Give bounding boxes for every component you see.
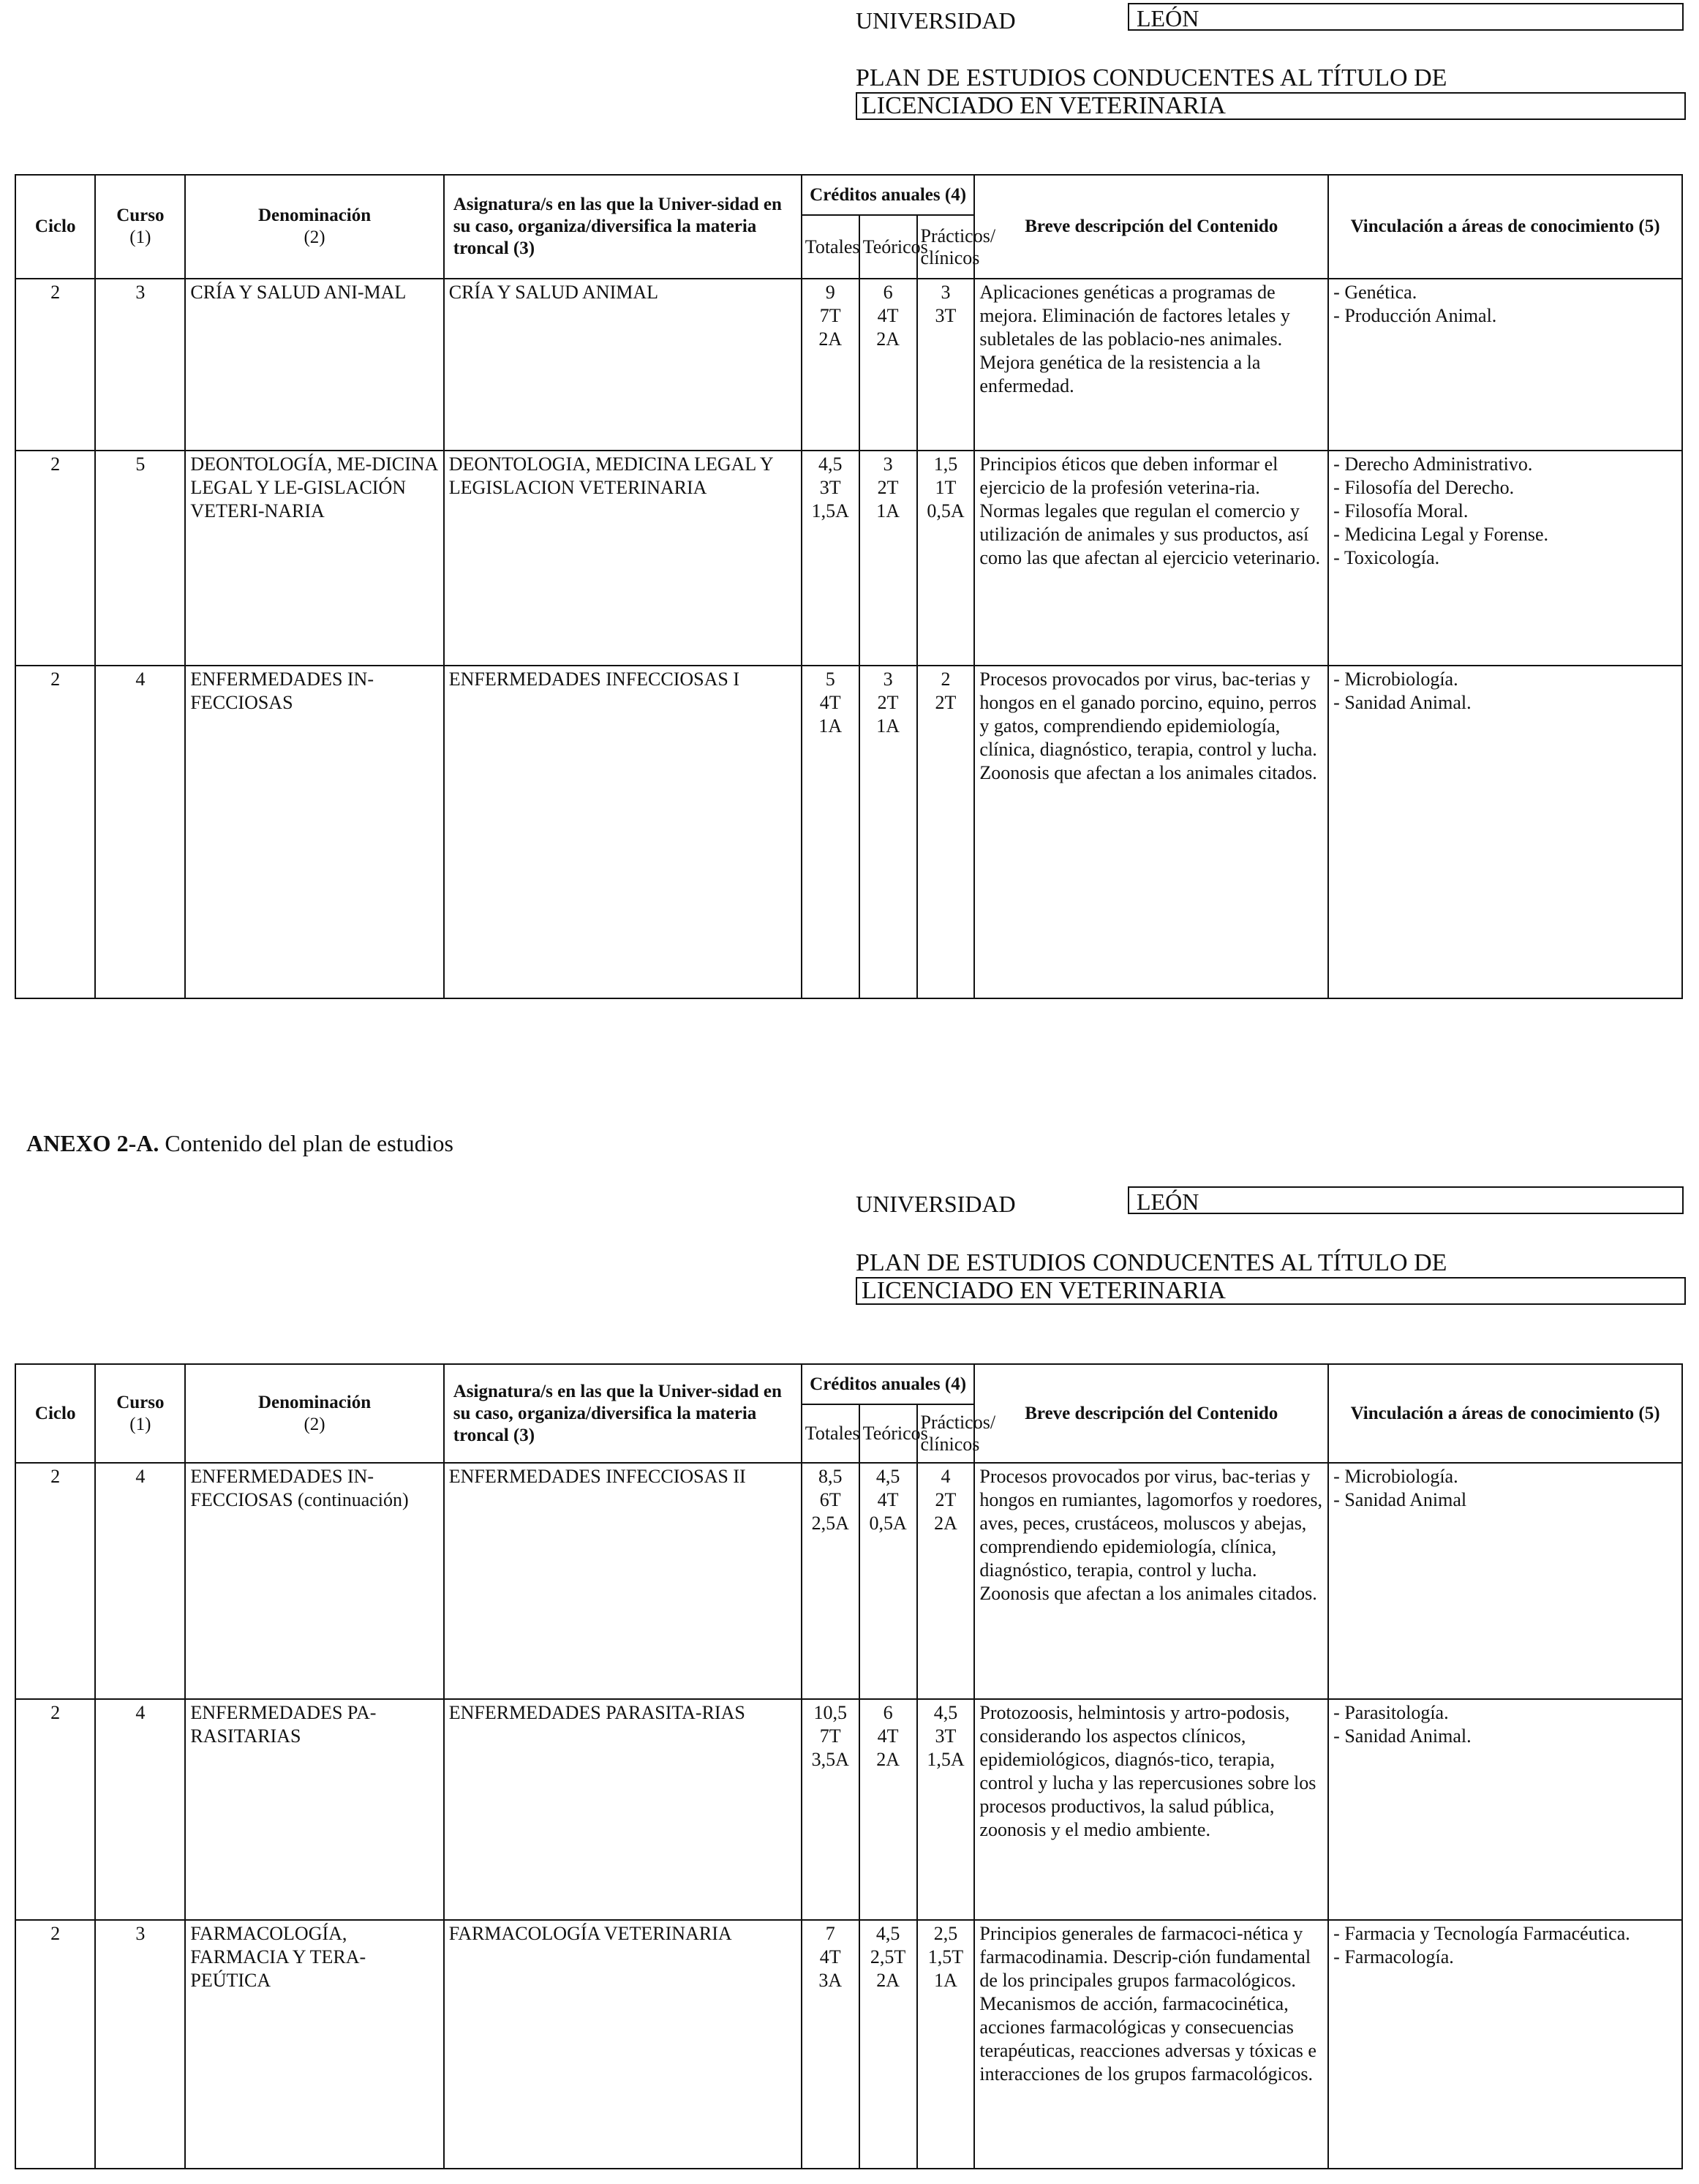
cell-vinculacion: - Farmacia y Tecnología Farmacéutica. - Farmacología. <box>1328 1920 1682 2169</box>
cell-descripcion: Procesos provocados por virus, bac-terias y hongos en el ganado porcino, equino, perros y gatos, comprendiendo epidemiología, clínica, diagnóstico, terapia, control y lucha. Zoonosis que afectan a los animales citados. <box>974 666 1328 998</box>
cell-descripcion: Principios generales de farmacoci-nética y farmacodinamia. Descrip-ción fundamental de los principales grupos farmacológicos. Mecanismos de acción, farmacocinética, acciones farmacológicas y consecuencias terapéuticas, reacciones adversas y tóxicas e interacciones de los grupos farmacológicos. <box>974 1920 1328 2169</box>
annex-label: ANEXO 2-A. <box>26 1130 159 1156</box>
header-vinculacion: Vinculación a áreas de conocimiento (5) <box>1328 175 1682 279</box>
header-denominacion: Denominación (2) <box>185 1364 443 1463</box>
cell-teoricos: 6 4T 2A <box>859 279 917 451</box>
cell-practicos: 2,5 1,5T 1A <box>917 1920 975 2169</box>
cell-curso: 5 <box>95 451 185 666</box>
cell-denominacion: ENFERMEDADES PA-RASITARIAS <box>185 1699 443 1920</box>
cell-asignatura: FARMACOLOGÍA VETERINARIA <box>444 1920 802 2169</box>
cell-ciclo: 2 <box>15 1463 95 1699</box>
cell-denominacion: FARMACOLOGÍA, FARMACIA Y TERA-PEÚTICA <box>185 1920 443 2169</box>
cell-vinculacion: - Microbiología. - Sanidad Animal. <box>1328 666 1682 998</box>
cell-curso: 3 <box>95 279 185 451</box>
plan-degree-box: LICENCIADO EN VETERINARIA <box>856 1277 1686 1305</box>
plan-table-1 <box>15 174 1683 999</box>
header-curso: Curso (1) <box>95 1364 185 1463</box>
cell-practicos: 4,5 3T 1,5A <box>917 1699 975 1920</box>
cell-asignatura: ENFERMEDADES PARASITA-RIAS <box>444 1699 802 1920</box>
cell-teoricos: 4,5 2,5T 2A <box>859 1920 917 2169</box>
header-creditos: Créditos anuales (4) <box>802 1364 975 1404</box>
university-line <box>856 1186 1686 1220</box>
plan-degree-box: LICENCIADO EN VETERINARIA <box>856 92 1686 120</box>
header-descripcion: Breve descripción del Contenido <box>974 1364 1328 1463</box>
plan-title: PLAN DE ESTUDIOS CONDUCENTES AL TÍTULO DE <box>856 1249 1447 1276</box>
cell-descripcion: Aplicaciones genéticas a programas de mejora. Eliminación de factores letales y subletales de las poblacio-nes animales. Mejora genética de la resistencia a la enfermedad. <box>974 279 1328 451</box>
cell-descripcion: Principios éticos que deben informar el ejercicio de la profesión veterina-ria. Normas legales que regulan el comercio y utilización de animales y sus productos, así como las que afectan al ejercicio veterinario. <box>974 451 1328 666</box>
cell-denominacion: CRÍA Y SALUD ANI-MAL <box>185 279 443 451</box>
header-teoricos: Teóricos <box>859 215 917 279</box>
cell-asignatura: DEONTOLOGIA, MEDICINA LEGAL Y LEGISLACION VETERINARIA <box>444 451 802 666</box>
header-practicos: Prácticos/ clínicos <box>917 1404 975 1463</box>
header-asignatura: Asignatura/s en las que la Univer-sidad en su caso, organiza/diversifica la materia troncal (3) <box>444 175 802 279</box>
cell-practicos: 1,5 1T 0,5A <box>917 451 975 666</box>
table-row <box>15 666 1682 998</box>
cell-ciclo: 2 <box>15 279 95 451</box>
cell-totales: 7 4T 3A <box>802 1920 859 2169</box>
header-practicos: Prácticos/ clínicos <box>917 215 975 279</box>
cell-curso: 4 <box>95 1463 185 1699</box>
cell-teoricos: 6 4T 2A <box>859 1699 917 1920</box>
university-label: UNIVERSIDAD <box>856 7 1016 34</box>
cell-asignatura: ENFERMEDADES INFECCIOSAS II <box>444 1463 802 1699</box>
header-totales: Totales <box>802 1404 859 1463</box>
plan-table-2 <box>15 1363 1683 2169</box>
cell-practicos: 3 3T <box>917 279 975 451</box>
cell-teoricos: 4,5 4T 0,5A <box>859 1463 917 1699</box>
cell-vinculacion: - Parasitología. - Sanidad Animal. <box>1328 1699 1682 1920</box>
university-value-box: LEÓN <box>1128 1186 1684 1214</box>
header-asignatura: Asignatura/s en las que la Univer-sidad en su caso, organiza/diversifica la materia troncal (3) <box>444 1364 802 1463</box>
table-row <box>15 1920 1682 2169</box>
cell-practicos: 4 2T 2A <box>917 1463 975 1699</box>
cell-denominacion: DEONTOLOGÍA, ME-DICINA LEGAL Y LE-GISLACIÓN VETERI-NARIA <box>185 451 443 666</box>
header-curso: Curso (1) <box>95 175 185 279</box>
cell-totales: 8,5 6T 2,5A <box>802 1463 859 1699</box>
plan-title: PLAN DE ESTUDIOS CONDUCENTES AL TÍTULO DE <box>856 64 1447 91</box>
header-descripcion: Breve descripción del Contenido <box>974 175 1328 279</box>
annex-text: Contenido del plan de estudios <box>165 1130 453 1156</box>
cell-ciclo: 2 <box>15 1699 95 1920</box>
cell-totales: 4,5 3T 1,5A <box>802 451 859 666</box>
cell-totales: 5 4T 1A <box>802 666 859 998</box>
cell-vinculacion: - Microbiología. - Sanidad Animal <box>1328 1463 1682 1699</box>
cell-totales: 9 7T 2A <box>802 279 859 451</box>
header-creditos: Créditos anuales (4) <box>802 175 975 215</box>
cell-practicos: 2 2T <box>917 666 975 998</box>
header-ciclo: Ciclo <box>15 175 95 279</box>
cell-curso: 3 <box>95 1920 185 2169</box>
cell-teoricos: 3 2T 1A <box>859 666 917 998</box>
header-vinculacion: Vinculación a áreas de conocimiento (5) <box>1328 1364 1682 1463</box>
university-value-box: LEÓN <box>1128 3 1684 31</box>
cell-curso: 4 <box>95 666 185 998</box>
header-teoricos: Teóricos <box>859 1404 917 1463</box>
cell-totales: 10,5 7T 3,5A <box>802 1699 859 1920</box>
cell-denominacion: ENFERMEDADES IN-FECCIOSAS <box>185 666 443 998</box>
annex-heading <box>26 1130 453 1157</box>
university-label: UNIVERSIDAD <box>856 1191 1016 1217</box>
cell-curso: 4 <box>95 1699 185 1920</box>
table-row <box>15 451 1682 666</box>
table-row <box>15 1699 1682 1920</box>
cell-asignatura: ENFERMEDADES INFECCIOSAS I <box>444 666 802 998</box>
university-line <box>856 3 1686 37</box>
page-header-2 <box>856 1186 1686 1304</box>
page-header-1 <box>856 3 1686 119</box>
cell-asignatura: CRÍA Y SALUD ANIMAL <box>444 279 802 451</box>
cell-descripcion: Procesos provocados por virus, bac-terias y hongos en rumiantes, lagomorfos y roedores, aves, peces, crustáceos, moluscos y abejas, comprendiendo epidemiología, clínica, diagnóstico, terapia, control y lucha. Zoonosis que afectan a los animales citados. <box>974 1463 1328 1699</box>
cell-descripcion: Protozoosis, helmintosis y artro-podosis, considerando los aspectos clínicos, epidemiológicos, diagnós-tico, terapia, control y lucha y las repercusiones sobre los procesos productivos, la salud pública, zoonosis y el medio ambiente. <box>974 1699 1328 1920</box>
table-row <box>15 1463 1682 1699</box>
cell-vinculacion: - Genética. - Producción Animal. <box>1328 279 1682 451</box>
cell-ciclo: 2 <box>15 451 95 666</box>
header-ciclo: Ciclo <box>15 1364 95 1463</box>
cell-vinculacion: - Derecho Administrativo. - Filosofía del Derecho. - Filosofía Moral. - Medicina Legal y Forense. - Toxicología. <box>1328 451 1682 666</box>
cell-teoricos: 3 2T 1A <box>859 451 917 666</box>
cell-denominacion: ENFERMEDADES IN-FECCIOSAS (continuación) <box>185 1463 443 1699</box>
table-row <box>15 279 1682 451</box>
header-denominacion: Denominación (2) <box>185 175 443 279</box>
cell-ciclo: 2 <box>15 666 95 998</box>
header-totales: Totales <box>802 215 859 279</box>
cell-ciclo: 2 <box>15 1920 95 2169</box>
